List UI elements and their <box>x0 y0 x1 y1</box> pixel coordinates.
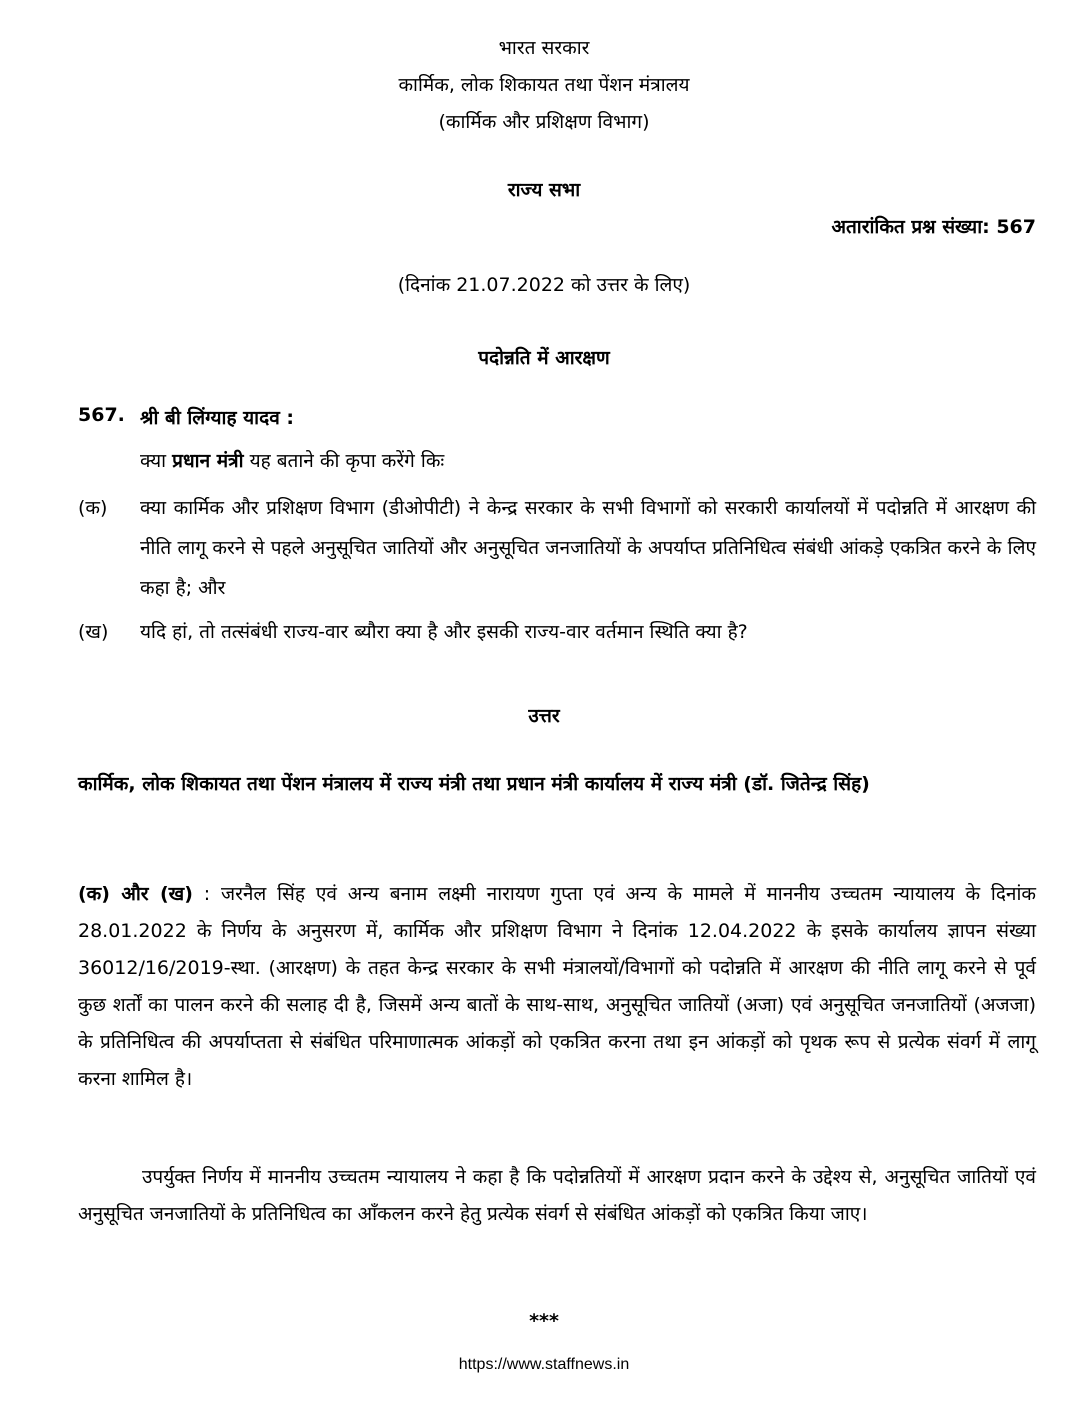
member-name: श्री बी लिंग्याह यादव : <box>140 407 294 429</box>
question-number: 567. <box>78 404 125 426</box>
intro-suffix: यह बताने की कृपा करेंगे किः <box>249 450 445 472</box>
header-department: (कार्मिक और प्रशिक्षण विभाग) <box>438 111 650 133</box>
header-ministry: कार्मिक, लोक शिकायत तथा पेंशन मंत्रालय <box>398 74 690 96</box>
question-intro <box>140 447 444 473</box>
answer-text-1: : जरनैल सिंह एवं अन्य बनाम लक्ष्मी नारायण गुप्ता एवं अन्य के मामले में माननीय उच्चतम न्यायालय के दिनांक 28.01.2022 के निर्णय के अनुसरण में, कार्मिक और प्रशिक्षण विभाग ने दिनांक 12.04.2022 के इसके कार्यालय ज्ञापन संख्या 36012/16/2019-स्था. (आरक्षण) के तहत केन्द्र सरकार के सभी मंत्रालयों/विभागों को पदोन्नति में आरक्षण की नीति लागू करने से पूर्व कुछ शर्तों का पालन करने की सलाह दी है, जिसमें अन्य बातों के साथ-साथ, अनुसूचित जातियों (अजा) एवं अनुसूचित जनजातियों (अजजा) के प्रतिनिधित्व की अपर्याप्तता से संबंधित परिमाणात्मक आंकड़ों को एकत्रित करना तथा इन आंकड़ों को पृथक रूप से प्रत्येक संवर्ग में लागू करना शामिल है। <box>78 883 1036 1090</box>
answer-heading: उत्तर <box>528 705 560 727</box>
intro-prefix: क्या <box>140 450 167 472</box>
part-kha-text: यदि हां, तो तत्संबंधी राज्य-वार ब्यौरा क्या है और इसकी राज्य-वार वर्तमान स्थिति क्या है? <box>140 621 748 643</box>
answer-paragraph-2: उपर्युक्त निर्णय में माननीय उच्चतम न्यायालय ने कहा है कि पदोन्नतियों में आरक्षण प्रदान करने के उद्देश्य से, अनुसूचित जातियों एवं अनुसूचित जनजातियों के प्रतिनिधित्व का आँकलन करने हेतु प्रत्येक संवर्ग से संबंधित आंकड़ों को एकत्रित किया जाए। <box>78 1166 1036 1225</box>
header-government: भारत सरकार <box>498 37 590 59</box>
part-ka-text: क्या कार्मिक और प्रशिक्षण विभाग (डीओपीटी) ने केन्द्र सरकार के सभी विभागों को सरकारी कार्यालयों में पदोन्नति में आरक्षण की नीति लागू करने से पहले अनुसूचित जातियों और अनुसूचित जनजातियों के अपर्याप्त प्रतिनिधित्व संबंधी आंकड़े एकत्रित करने के लिए कहा है; और <box>140 497 1036 599</box>
question-number-label: अतारांकित प्रश्न संख्या: 567 <box>831 216 1036 238</box>
intro-addressee: प्रधान मंत्री <box>172 450 244 472</box>
answer-label: (क) और (ख) <box>78 883 193 905</box>
answer-date: (दिनांक 21.07.2022 को उत्तर के लिए) <box>397 274 691 296</box>
house-name: राज्य सभा <box>507 179 581 201</box>
subject-title: पदोन्नति में आरक्षण <box>478 347 610 369</box>
minister-name: कार्मिक, लोक शिकायत तथा पेंशन मंत्रालय में राज्य मंत्री तथा प्रधान मंत्री कार्यालय में राज्य मंत्री (डॉ. जितेन्द्र सिंह) <box>78 773 870 795</box>
footer-url: https://www.staffnews.in <box>458 1356 630 1373</box>
part-ka-label: (क) <box>78 497 108 519</box>
part-kha-label: (ख) <box>78 621 109 643</box>
answer-paragraph-1 <box>78 876 1036 1098</box>
end-mark: *** <box>529 1310 559 1332</box>
